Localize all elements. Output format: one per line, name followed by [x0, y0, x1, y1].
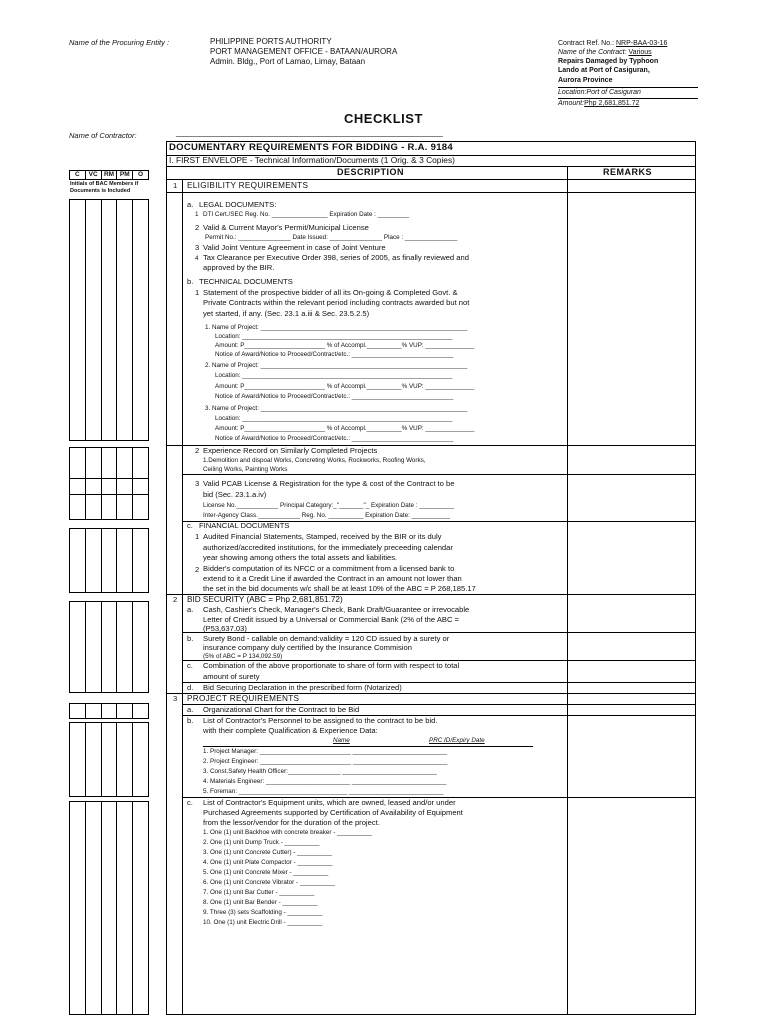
personnel-5: 5. Foreman: _______________________________ ___________________________	[203, 788, 444, 795]
doc-title: DOCUMENTARY REQUIREMENTS FOR BIDDING - R.A. 9184	[169, 142, 453, 153]
contractor-line[interactable]: ____________________________________________________________	[176, 128, 443, 137]
section-3-title: PROJECT REQUIREMENTS	[187, 694, 300, 703]
personnel-4: 4. Materials Engineer: ________________________ ___________________________	[203, 778, 447, 785]
project-1-notice: Notice of Award/Notice to Proceed/Contract/etc.: _____________________________	[215, 351, 454, 358]
b3-interagency: Inter-Agency Class.____________ Reg. No. __________ Expiration Date: ___________	[203, 512, 451, 519]
amount: Amount:Php 2,681,851.72	[558, 98, 698, 109]
c2-num: 2	[195, 565, 200, 574]
b1-num: 1	[195, 288, 200, 297]
c2-text: Bidder's computation of its NFCC or a commitment from a licensed bank to	[203, 564, 455, 573]
b3-text: Valid PCAB License & Registration for the type & cost of the Contract to be	[203, 479, 455, 488]
checklist-column-headers	[69, 170, 149, 180]
procuring-entity-line-3: Admin. Bldg., Port of Lamao, Limay, Bataan	[210, 57, 366, 66]
project-3-location: Location: ____________________________________________________________	[215, 415, 453, 422]
b3-num: 3	[195, 479, 200, 488]
equipment-7: 7. One (1) unit Bar Cutter - __________	[203, 889, 315, 896]
equipment-1: 1. One (1) unit Backhoe with concrete breaker - __________	[203, 829, 373, 836]
personnel-2: 2. Project Engineer: __________________________ ___________________________	[203, 758, 448, 765]
b3-license: License No.____________ Principal Category:_"_______"_ Expiration Date : __________	[203, 502, 455, 509]
contractor-label: Name of Contractor:	[69, 131, 137, 140]
project-3-notice: Notice of Award/Notice to Proceed/Contract/etc.: _____________________________	[215, 435, 454, 442]
a1-num: 1	[195, 211, 199, 218]
a3-num: 3	[195, 243, 200, 252]
checkbox-group-personnel[interactable]	[69, 722, 149, 797]
col-pm: PM	[116, 170, 132, 180]
b1-text-2: Private Contracts within the relevant period including contracts awarded but not	[203, 298, 470, 307]
contract-line-3: Aurora Province	[558, 77, 613, 84]
bs-d-text: Bid Securing Declaration in the prescribed form (Notarized)	[203, 683, 402, 692]
a2-text: Valid & Current Mayor's Permit/Municipal License	[203, 223, 369, 232]
a1-text: DTI Cert./SEC Reg. No. ________________ Expiration Date : _________	[203, 211, 410, 218]
b1-text: Statement of the prospective bidder of all its On-going & Completed Govt. &	[203, 288, 458, 297]
c2-text-3: the set in the bid documents w/c shall be at least 10% of the ABC = P 268,185.17	[203, 584, 476, 593]
pr-b-label: b.	[187, 716, 194, 725]
checkbox-group-equipment[interactable]	[69, 801, 149, 1015]
bs-b-text-3: (5% of ABC = P 134,092.59)	[203, 653, 283, 660]
pr-c-label: c.	[187, 798, 193, 807]
col-o: O	[132, 170, 149, 180]
bs-a-text-3: (P53,637.03)	[203, 624, 247, 633]
equipment-3: 3. One (1) unit Concrete Cutter) - __________	[203, 849, 333, 856]
project-2-location: Location: ____________________________________________________________	[215, 372, 453, 379]
a2-num: 2	[195, 223, 200, 232]
contract-line-1: Repairs Damaged by Typhoon	[558, 58, 659, 65]
checklist-note: Initials of BAC Members if Documents is Included	[70, 181, 139, 194]
equipment-2: 2. One (1) unit Dump Truck - __________	[203, 839, 320, 846]
project-1-amount: Amount: P_______________________ % of Accompl.__________% VUP: ______________	[215, 342, 475, 349]
first-envelope: I. FIRST ENVELOPE - Technical Information/Documents (1 Orig. & 3 Copies)	[169, 155, 455, 165]
project-2-notice: Notice of Award/Notice to Proceed/Contract/etc.: _____________________________	[215, 393, 454, 400]
pr-c-text-3: from the lessor/vendor for the duration of the project.	[203, 818, 380, 827]
b2-text: Experience Record on Similarly Completed Projects	[203, 446, 378, 455]
requirements-table	[166, 141, 696, 1015]
c1-num: 1	[195, 532, 200, 541]
checkbox-group-eligibility[interactable]	[69, 199, 149, 441]
c1-text-2: authorized/accredited institutions, for the immediately preceeding calendar	[203, 543, 453, 552]
col-c: C	[69, 170, 85, 180]
equipment-5: 5. One (1) unit Concrete Mixer - __________	[203, 869, 329, 876]
bs-a-text-2: Letter of Credit issued by a Universal or Commercial Bank (2% of the ABC =	[203, 615, 459, 624]
section-2-title: BID SECURITY (ABC = Php 2,681,851.72)	[187, 595, 343, 604]
section-1-number: 1	[173, 181, 178, 190]
c1-text-3: year showing among others the total assets and liabilities.	[203, 553, 398, 562]
financial-title: FINANCIAL DOCUMENTS	[199, 521, 290, 530]
col-description: DESCRIPTION	[337, 167, 405, 177]
b2-text-2: 1.Demolition and dispoal Works, Concreting Works, Rockworks, Roofing Works,	[203, 457, 426, 464]
procuring-entity-label: Name of the Procuring Entity :	[69, 38, 170, 47]
b2-text-3: Ceiling Works, Painting Works	[203, 466, 288, 473]
pr-a-label: a.	[187, 705, 194, 714]
financial-label: c.	[187, 521, 193, 530]
c2-text-2: extend to it a Credit Line if awarded the Contract in an amount not lower than	[203, 574, 462, 583]
checkbox-group-financial[interactable]	[69, 528, 149, 593]
b3-text-2: bid (Sec. 23.1.a.iv)	[203, 490, 267, 499]
a2-detail: Permit No.: _______________ Date Issued: _______________ Place : _______________	[205, 234, 458, 241]
equipment-4: 4. One (1) unit Plate Compactor - __________	[203, 859, 333, 866]
b1-text-3: yet started, if any. (Sec. 23.1 a.iii & Sec. 23.5.2.5)	[203, 309, 370, 318]
section-2-number: 2	[173, 595, 178, 604]
checkbox-group-org-chart[interactable]	[69, 703, 149, 719]
equipment-6: 6. One (1) unit Concrete Vibrator - __________	[203, 879, 335, 886]
bs-b-text: Surety Bond - callable on demand:validity = 120 CD issued by a surety or	[203, 634, 450, 643]
contract-ref: Contract Ref. No.: NRP-BAA-03-16	[558, 40, 668, 47]
section-3-number: 3	[173, 694, 178, 703]
bs-a-label: a.	[187, 605, 194, 614]
page-title: CHECKLIST	[344, 111, 423, 126]
technical-title: TECHNICAL DOCUMENTS	[199, 277, 293, 286]
checkbox-group-pcab[interactable]	[69, 478, 149, 520]
a3-text: Valid Joint Venture Agreement in case of Joint Venture	[203, 243, 386, 252]
pr-b-text-2: with their complete Qualification & Experience Data:	[203, 726, 378, 735]
equipment-10: 10. One (1) unit Electric Drill - __________	[203, 919, 323, 926]
contract-line-2: Lando at Port of Casiguran,	[558, 67, 650, 74]
a4-text: Tax Clearance per Executive Order 398, series of 2005, as finally reviewed and	[203, 253, 469, 262]
personnel-name-header: Name	[333, 737, 350, 744]
personnel-1: 1. Project Manager: __________________________ ___________________________	[203, 748, 448, 755]
a4-num: 4	[195, 255, 199, 262]
c1-text: Audited Financial Statements, Stamped, received by the BIR or its duly	[203, 532, 442, 541]
col-rm: RM	[101, 170, 117, 180]
bs-c-text: Combination of the above proportionate to share of form with respect to total	[203, 661, 460, 670]
bs-c-text-2: amount of surety	[203, 672, 260, 681]
b2-num: 2	[195, 446, 200, 455]
pr-c-text: List of Contractor's Equipment units, which are owned, leased and/or under	[203, 798, 456, 807]
personnel-3: 3. Const.Safety Health Officer:_______________ ___________________________	[203, 768, 437, 775]
project-1-location: Location: ____________________________________________________________	[215, 333, 453, 340]
procuring-entity-line-1: PHILIPPINE PORTS AUTHORITY	[210, 37, 332, 46]
pr-c-text-2: Purchased Agreements supported by Certification of Availability of Equipment	[203, 808, 463, 817]
col-remarks: REMARKS	[603, 167, 653, 177]
project-1-name: 1. Name of Project: ___________________________________________________________	[205, 324, 468, 331]
a4-text-2: approved by the BIR.	[203, 263, 275, 272]
pr-b-text: List of Contractor's Personnel to be assigned to the contract to be bid.	[203, 716, 438, 725]
personnel-prc-header: PRC ID/Expiry Date	[429, 737, 485, 744]
bs-b-label: b.	[187, 634, 194, 643]
checkbox-group-bid-security[interactable]	[69, 601, 149, 693]
col-vc: VC	[85, 170, 101, 180]
bs-c-label: c.	[187, 661, 193, 670]
equipment-8: 8. One (1) unit Bar Bender - __________	[203, 899, 318, 906]
project-3-amount: Amount: P_______________________ % of Accompl.__________% VUP: ______________	[215, 425, 475, 432]
project-3-name: 3. Name of Project: ___________________________________________________________	[205, 405, 468, 412]
equipment-9: 9. Three (3) sets Scaffolding - __________	[203, 909, 323, 916]
project-2-amount: Amount: P_______________________ % of Accompl.__________% VUP: ______________	[215, 383, 475, 390]
bs-b-text-2: insurance company duly certified by the Insurance Commision	[203, 643, 412, 652]
technical-label: b.	[187, 277, 194, 286]
pr-a-text: Organizational Chart for the Contract to be Bid	[203, 705, 360, 714]
project-2-name: 2. Name of Project: ___________________________________________________________	[205, 362, 468, 369]
contract-name: Name of the Contract: Various	[558, 49, 652, 56]
legal-title: LEGAL DOCUMENTS:	[199, 200, 277, 209]
procuring-entity-line-2: PORT MANAGEMENT OFFICE - BATAAN/AURORA	[210, 47, 398, 56]
location: Location:Port of Casiguran	[558, 87, 698, 98]
bs-a-text: Cash, Cashier's Check, Manager's Check, Bank Draft/Guarantee or irrevocable	[203, 605, 470, 614]
legal-label: a.	[187, 200, 194, 209]
bs-d-label: d.	[187, 683, 194, 692]
section-1-title: ELIGIBILITY REQUIREMENTS	[187, 181, 309, 190]
